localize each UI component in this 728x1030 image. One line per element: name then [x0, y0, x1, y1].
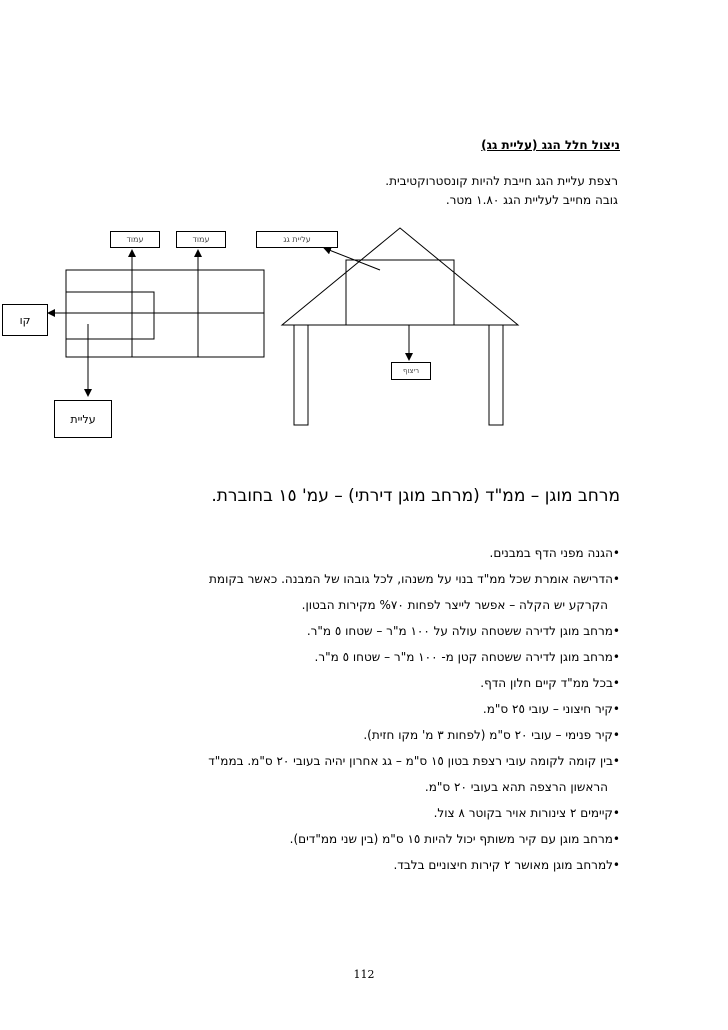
shelter-heading: מרחב מוגן – ממ"ד (מרחב מוגן דירתי) – עמ' ١٥ בחוברת. — [211, 486, 620, 506]
page-number: 112 — [353, 968, 375, 981]
attic-label: עליית גג — [283, 235, 311, 244]
house-section — [282, 228, 518, 425]
attic-diagram — [0, 0, 728, 460]
list-item: •קיר חיצוני – עובי ٢٥ ס"מ. — [482, 702, 620, 716]
flooring-label-box — [391, 362, 431, 380]
line-label: קו — [19, 313, 31, 327]
attic-floor-label: עליית — [70, 412, 96, 426]
list-item: •למרחב מוגן מאושר ٢ קירות חיצוניים בלבד. — [393, 858, 620, 872]
line-label-box — [2, 304, 48, 336]
shelter-requirements-list — [140, 540, 620, 878]
list-item: •בין קומה לקומה עובי רצפת בטון ١٥ ס"מ – גג אחרון יהיה בעובי ٢٠ ס"מ. בממ"ד — [208, 754, 620, 768]
intro-line-1: רצפת עליית הגג חייבת להיות קונסטרוקטיבית. — [385, 174, 618, 188]
list-item: •בכל ממ"ד קיים חלון הדף. — [480, 676, 620, 690]
list-item: •הגנה מפני הדף במבנים. — [489, 546, 620, 560]
column-label-box-2 — [176, 231, 226, 248]
flooring-label: ריצוף — [402, 367, 420, 375]
column-label-box-1 — [110, 231, 160, 248]
list-item: •מרחב מוגן לדירה ששטחה עולה על ١٠٠ מ"ר – שטחו ٥ מ"ר. — [306, 624, 620, 638]
list-item: •מרחב מוגן עם קיר משותף יכול להיות ١٥ ס"מ (בין שני ממ"דים). — [289, 832, 620, 846]
column-label-1: עמוד — [126, 235, 144, 244]
list-item: •הדרישה אומרת שכל ממ"ד בנוי על משנהו, לכל גובהו של המבנה. כאשר בקומת — [209, 572, 620, 586]
attic-floor-label-box — [54, 400, 112, 438]
list-item-continuation: הקרקע יש הקלה – אפשר לייצר לפחות ٧٠% מקירות הבטון. — [301, 598, 608, 612]
intro-line-2: גובה מחייב לעליית הגג ١.٨٠ מטר. — [445, 193, 618, 207]
floor-plan — [66, 270, 264, 357]
list-item: •קיר פנימי – עובי ٢٠ ס"מ (לפחות ٣ מ' מקו חזית). — [363, 728, 620, 742]
column-label-2: עמוד — [192, 235, 210, 244]
section-title: ניצול חלל הגג (עליית גג) — [481, 138, 620, 152]
list-item-continuation: הראשון הרצפה תהא בעובי ٢٠ ס"מ. — [424, 780, 608, 794]
attic-label-box — [256, 231, 338, 248]
list-item: •קיימים ٢ צינורות אויר בקוטר ٨ צול. — [433, 806, 620, 820]
list-item: •מרחב מוגן לדירה ששטחה קטן מ- ١٠٠ מ"ר – שטחו ٥ מ"ר. — [314, 650, 620, 664]
